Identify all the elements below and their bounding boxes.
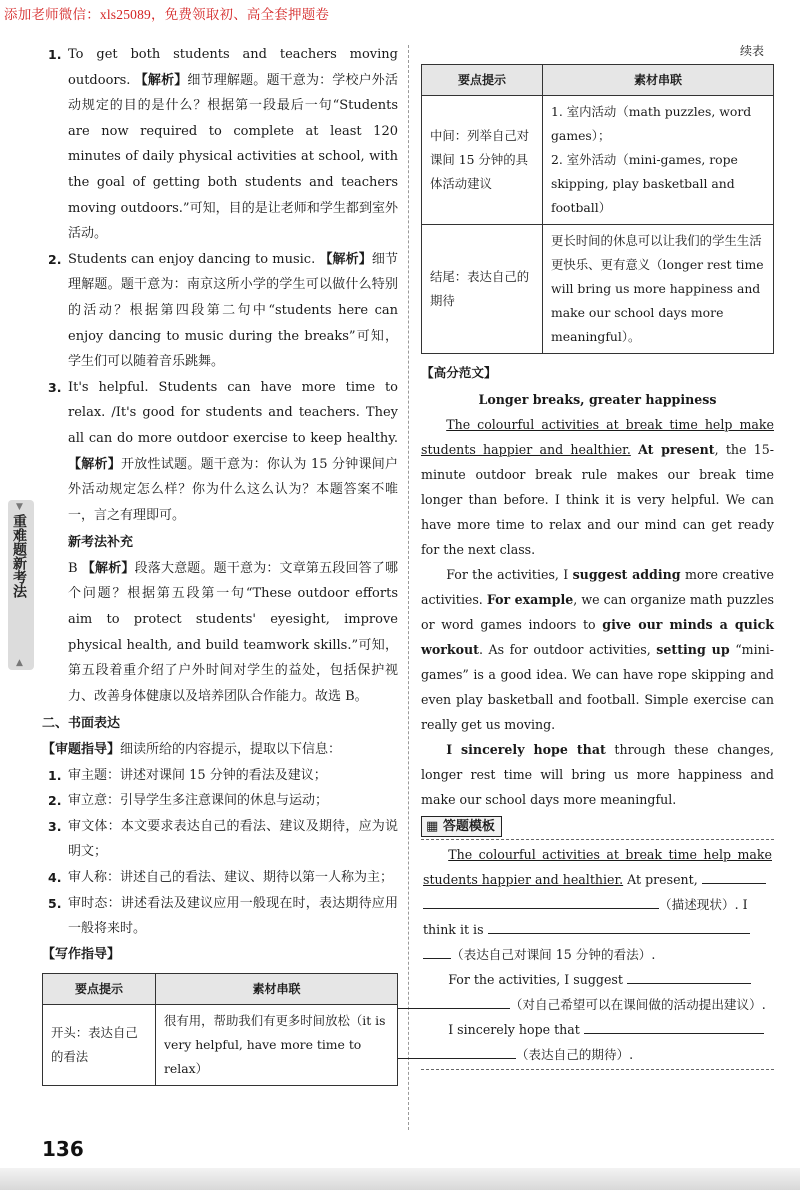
page-bottom-shadow [0,1168,800,1190]
item-number: 5. [48,895,62,911]
essay-text: . As for outdoor activities, [478,642,657,657]
fill-blank [488,919,750,934]
essay-topic-sentence: The colourful activities at break time help make students happier and healthier. [421,417,774,457]
side-tab-arrow-icon: ▲ [16,658,23,668]
essay-text: “mini-games” is a good idea. We can have rope skipping and even play basketball and football. Simple exercise can really get us moving. [421,642,774,732]
review-point-text: 审立意：引导学生多注意课间的休息与运动； [68,793,329,809]
review-point-text: 审人称：讲述自己的看法、建议、期待以第一人称为主； [68,870,394,885]
table-row [43,1005,398,1086]
table-cell-key: 结尾：表达自己的期待 [422,225,543,354]
essay-paragraph-1 [421,412,774,562]
page-number: 136 [42,1137,84,1161]
review-point-text: 审主题：讲述对课间 15 分钟的看法及建议； [68,767,327,783]
fill-blank [584,1019,764,1034]
essay-phrase: setting up [656,642,730,657]
continued-label: 续表 [739,44,764,58]
new-method-body [42,556,398,710]
item-number: 2. [48,251,62,267]
review-point [42,865,398,891]
template-topic-sentence: The colourful activities at break time help make students happier and healthier. [423,847,772,887]
fill-blank [398,994,510,1009]
essay-text: , the 15-minute outdoor break rule makes our break time longer than before. I think it is very helpful. We can have more time to relax and our mind can get ready for the next class. [421,442,774,557]
essay-text: through these changes, longer rest time will bring us more happiness and make our school days more meaningful. [421,742,774,807]
watermark-text: 添加老师微信：xls25089，免费领取初、高全套押题卷 [4,7,330,22]
essay-phrase: give our minds a quick workout [421,617,774,657]
template-text: think it is [423,922,484,937]
template-hint: （描述现状）. I [659,897,748,912]
answer-item-3 [42,375,398,529]
new-method-answer: B [68,560,78,576]
essay-phrase: At present [638,442,715,457]
review-point [42,788,398,814]
table-cell-value: 1. 室内活动（math puzzles, word games）； 2. 室外活动（mini-games, rope skipping, play basketball and football） [543,96,774,225]
item-number: 4. [48,870,62,885]
table-header: 要点提示 [43,974,156,1005]
review-point-text: 审时态：讲述看法及建议应用一般现在时，表达期待应用一般将来时。 [68,895,398,937]
fill-blank [398,1044,516,1059]
model-essay-tag: 【高分范文】 [421,365,497,380]
writing-guide-tag: 【写作指导】 [42,946,121,962]
table-row [422,96,774,225]
review-intro: 细读所给的内容提示，提取以下信息： [120,742,342,758]
review-guide [42,737,398,763]
left-column [42,42,398,1086]
answer-text: To get both students and teachers moving outdoors. [68,47,398,88]
template-hint: （表达自己对课间 15 分钟的看法）. [451,947,656,962]
analysis-text: 段落大意题。题干意为：文章第五段回答了哪个问题？根据第五段第一句“These outdoor efforts aim to protect students' eyesight, improve physical health, and build teamwork skills.”可知，第五段着重介绍了户外时间对学生的益处，包括保护视力、改善身体健康以及培养团队合作能力。故选 B。 [68,560,398,704]
table-row [422,225,774,354]
answer-item-2 [42,247,398,375]
item-number: 1. [48,767,62,783]
right-column [421,42,774,1070]
table-header-row [422,65,774,96]
template-line [423,1017,772,1067]
column-divider [408,45,409,1130]
template-line [423,917,772,967]
section-title: 二、书面表达 [42,716,121,732]
template-line [423,842,772,917]
fill-blank [627,969,751,984]
review-point [42,763,398,789]
table-header: 要点提示 [422,65,543,96]
template-line [423,967,772,1017]
essay-text: For the activities, I [446,567,573,582]
review-point [42,891,398,942]
template-hint: （表达自己的期待）. [515,1047,634,1062]
template-label [421,816,502,837]
answer-item-1 [42,42,398,247]
new-method-title: 新考法补充 [68,535,134,551]
table-cell-value: 更长时间的休息可以让我们的学生生活更快乐、更有意义（longer rest time will bring us more happiness and make our school days more meaningful）。 [543,225,774,354]
template-hint: （对自己希望可以在课间做的活动提出建议）. [509,997,766,1012]
item-number: 2. [48,793,62,809]
review-point-text: 审文体：本文要求表达自己的看法、建议及期待，应为说明文； [68,818,398,860]
essay-phrase: suggest adding [572,567,681,582]
side-tab-label: 重难题新考法 [11,514,27,598]
table-cell-key: 开头：表达自己的看法 [43,1005,156,1086]
table-header-row [43,974,398,1005]
analysis-tag: 【解析】 [68,456,122,472]
essay-paragraph-3 [421,737,774,812]
essay-phrase: I sincerely hope that [446,742,606,757]
table-header: 素材串联 [156,974,398,1005]
writing-guide-table [42,973,398,1086]
review-point [42,814,398,865]
essay-text: , we can organize math puzzles or word games indoors to [421,592,774,632]
essay-text: more creative activities. [421,567,774,607]
item-number: 3. [48,379,62,395]
review-tag: 【审题指导】 [42,742,121,758]
answer-text: Students can enjoy dancing to music. [68,251,316,267]
item-number: 3. [48,818,62,834]
table-cell-value: 很有用，帮助我们有更多时间放松（it is very helpful, have more time to relax） [156,1005,398,1086]
analysis-text: 开放性试题。题干意为：你认为 15 分钟课间户外活动规定怎么样？你为什么这么认为？本题答案不唯一，言之有理即可。 [68,456,398,523]
book-icon: ▦ [426,819,439,834]
fill-blank [702,869,766,884]
essay-title: Longer breaks, greater happiness [478,392,717,407]
side-tab [8,500,34,670]
template-label-text: 答题模板 [442,819,495,834]
analysis-tag: 【解析】 [134,72,188,88]
analysis-tag: 【解析】 [81,560,135,576]
analysis-text: 细节理解题。题干意为：学校户外活动规定的目的是什么？根据第一段最后一句“Students are now required to complete at least 120 minutes of daily physical activities at school, with the goal of getting both students and teachers moving outdoors.”可知，目的是让老师和学生都到室外活动。 [68,72,398,242]
analysis-text: 细节理解题。题干意为：南京这所小学的学生可以做什么特别的活动？根据第四段第二句中“students here can enjoy dancing to music during the breaks”可知，学生们可以随着音乐跳舞。 [68,251,398,370]
table-cell-key: 中间：列举自己对课间 15 分钟的具体活动建议 [422,96,543,225]
template-text: At present, [623,872,698,887]
item-number: 1. [48,47,62,62]
answer-template [421,839,774,1070]
template-text: I sincerely hope that [448,1022,580,1037]
writing-guide-table-continued [421,64,774,354]
answer-text: It's helpful. Students can have more time to relax. /It's good for students and teachers. They all can do more outdoor exercise to keep healthy. [68,379,398,446]
table-header: 素材串联 [543,65,774,96]
fill-blank [423,894,659,909]
side-tab-arrow-icon: ▼ [16,502,23,512]
fill-blank [423,944,451,959]
template-text: For the activities, I suggest [448,972,623,987]
analysis-tag: 【解析】 [319,251,372,267]
essay-phrase: For example [486,592,574,607]
essay-paragraph-2 [421,562,774,737]
